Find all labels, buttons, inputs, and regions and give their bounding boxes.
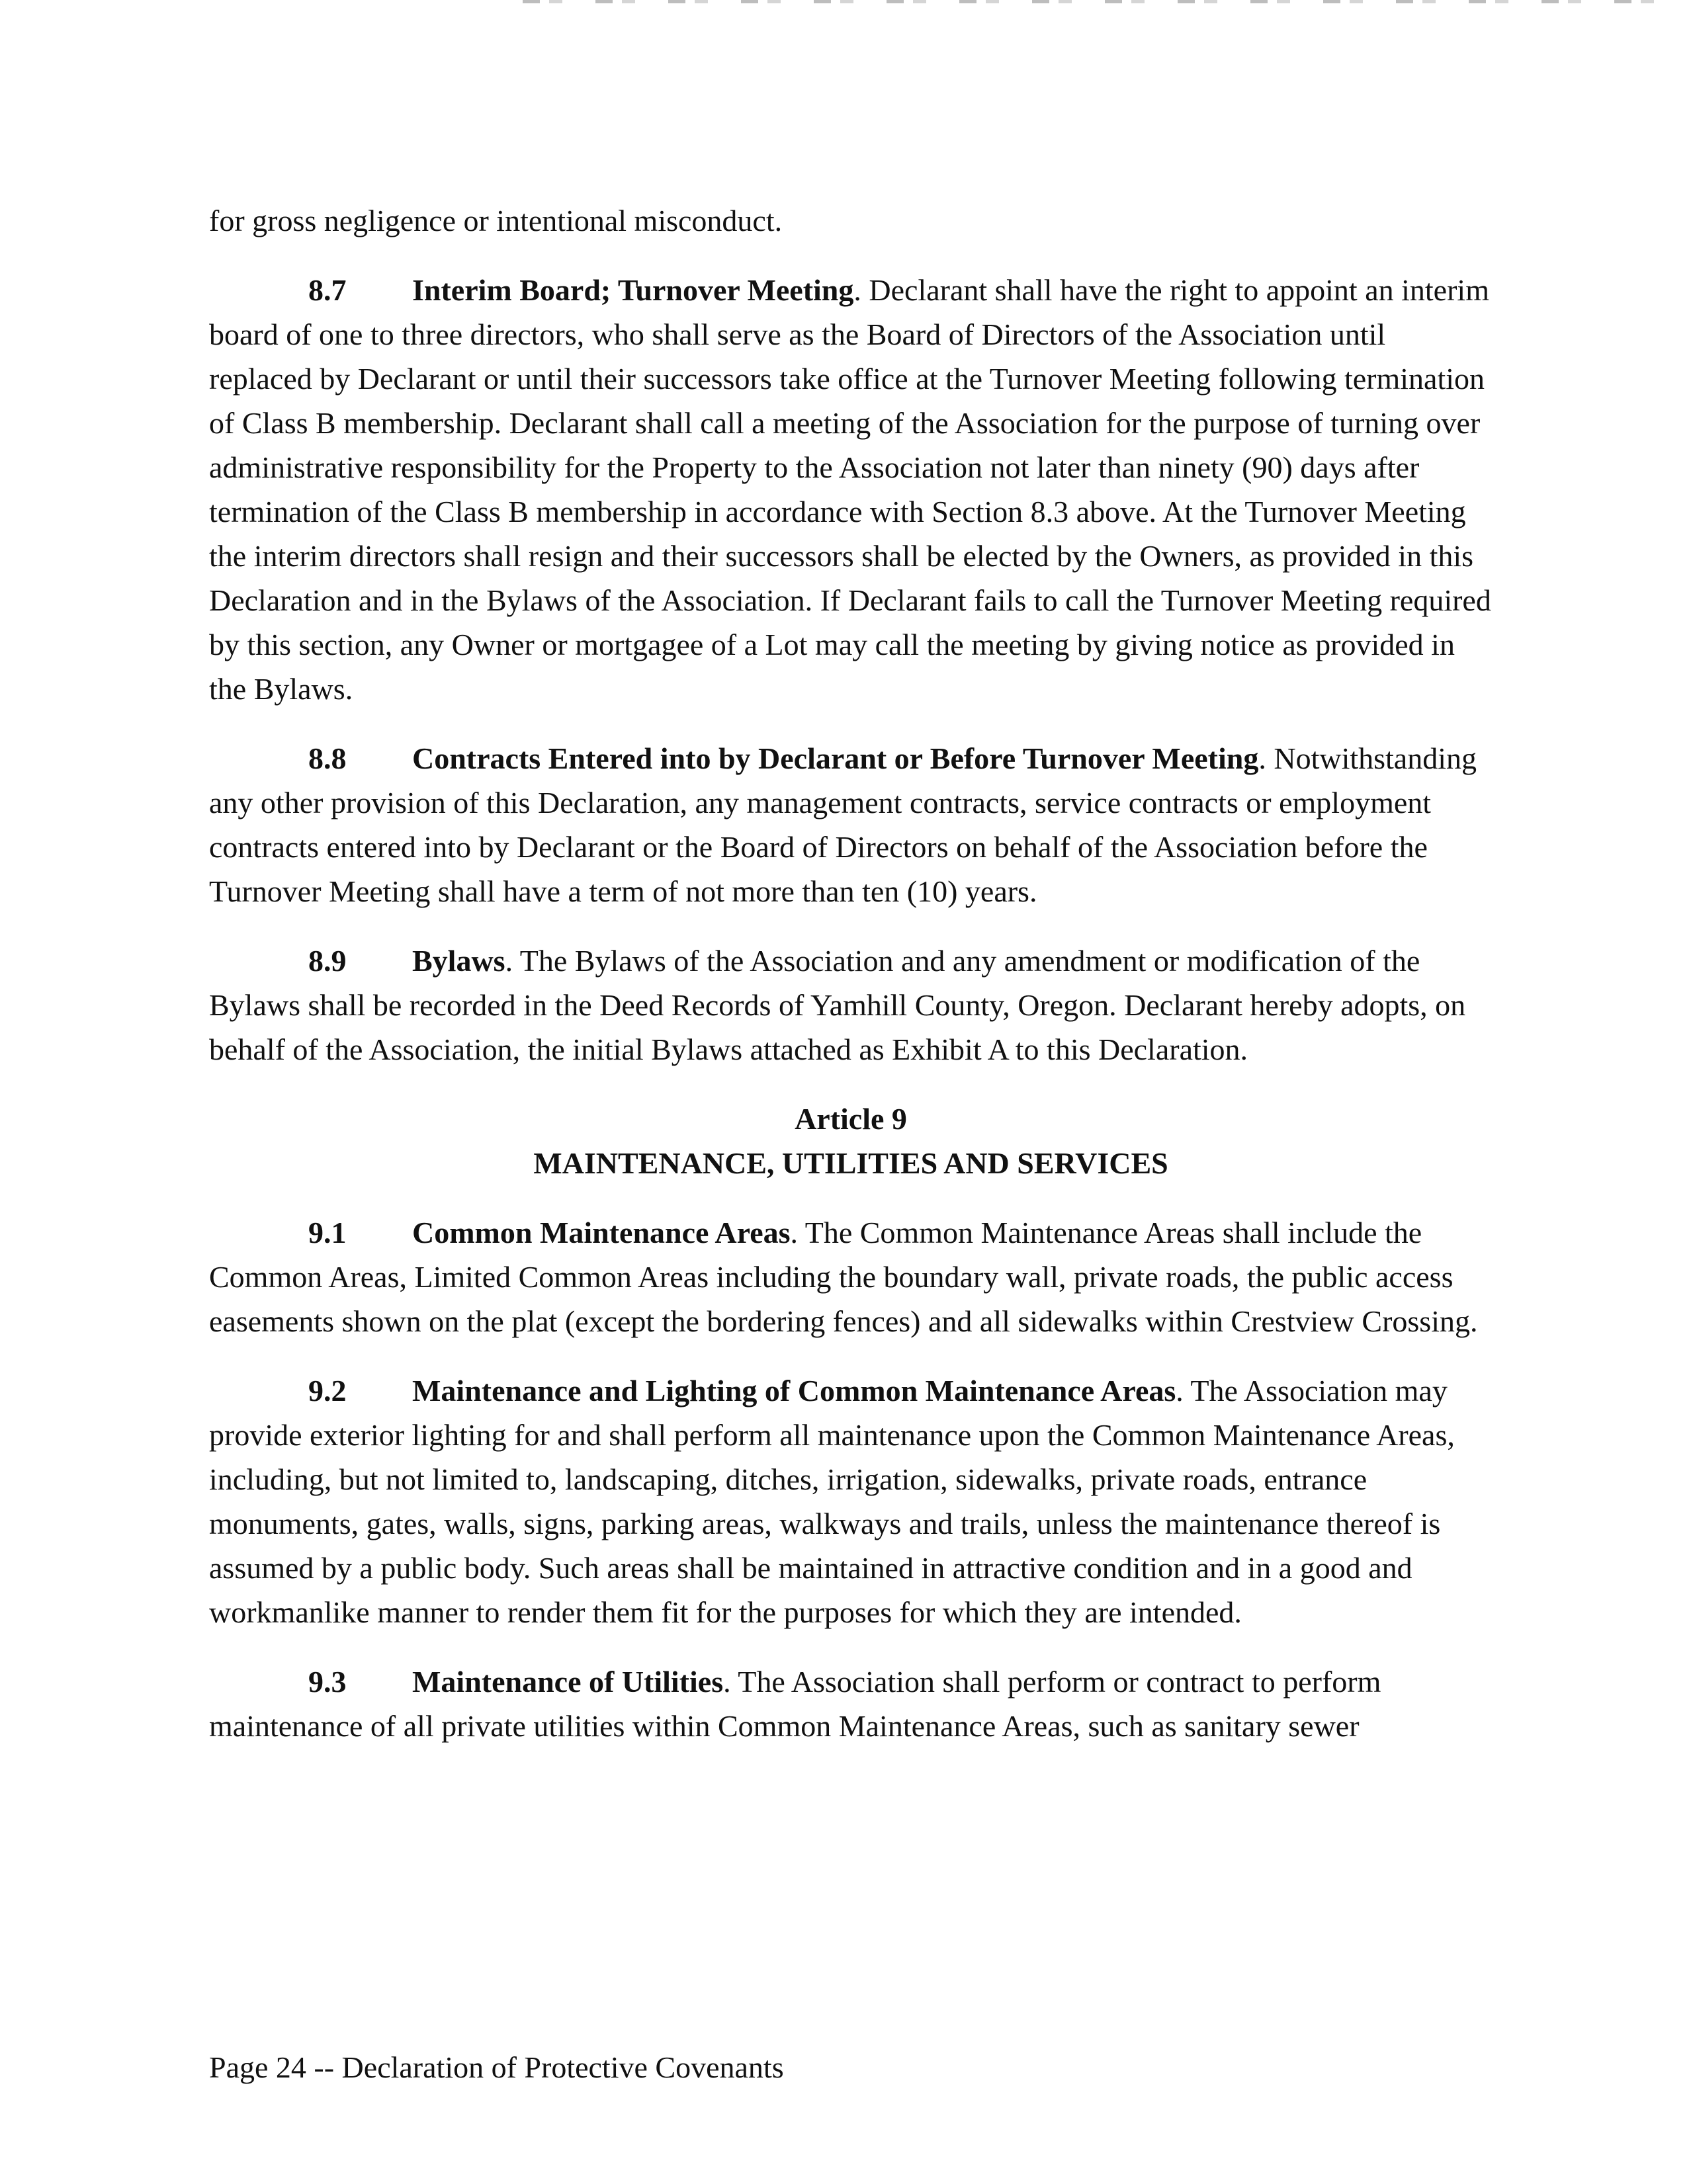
section-number: 8.7 [308, 273, 347, 307]
section-body: . The Bylaws of the Association and any amendment or modification of the Bylaws shall be recorded in the Deed Records of Yamhill County, Oregon. Declarant hereby adopts, on behalf of the Association, the initial Bylaws attached as Exhibit A to this Declaration. [209, 944, 1466, 1066]
section-title: Maintenance of Utilities [412, 1665, 724, 1699]
document-page [209, 198, 1493, 1748]
section-body: . Declarant shall have the right to appoint an interim board of one to three directors, who shall serve as the Board of Directors of the Association until replaced by Declarant or until their successors take office at the Turnover Meeting following termination of Class B membership. Declarant shall call a meeting of the Association for the purpose of turning over administrative responsibility for the Property to the Association not later than ninety (90) days after termination of the Class B membership in accordance with Section 8.3 above. At the Turnover Meeting the interim directors shall resign and their successors shall be elected by the Owners, as provided in this Declaration and in the Bylaws of the Association. If Declarant fails to call the Turnover Meeting required by this section, any Owner or mortgagee of a Lot may call the meeting by giving notice as provided in the Bylaws. [209, 273, 1491, 706]
section-body: . Notwithstanding any other provision of this Declaration, any management contracts, service contracts or employment contracts entered into by Declarant or the Board of Directors on behalf of the Association before the Turnover Meeting shall have a term of not more than ten (10) years. [209, 741, 1477, 908]
section-8-8 [209, 736, 1493, 913]
section-title: Bylaws [412, 944, 505, 978]
section-title: Maintenance and Lighting of Common Maintenance Areas [412, 1374, 1176, 1407]
section-body: . The Common Maintenance Areas shall include the Common Areas, Limited Common Areas including the boundary wall, private roads, the public access easements shown on the plat (except the bordering fences) and all sidewalks within Crestview Crossing. [209, 1216, 1478, 1338]
section-9-2 [209, 1368, 1493, 1634]
section-number: 8.9 [308, 944, 347, 978]
section-body: . The Association shall perform or contract to perform maintenance of all private utilities within Common Maintenance Areas, such as sanitary sewer [209, 1665, 1381, 1743]
section-9-3 [209, 1659, 1493, 1748]
section-8-7 [209, 268, 1493, 711]
section-9-1 [209, 1210, 1493, 1343]
article-heading: MAINTENANCE, UTILITIES AND SERVICES [533, 1146, 1168, 1180]
section-8-9 [209, 939, 1493, 1071]
continuation-text: for gross negligence or intentional misconduct. [209, 204, 783, 237]
scan-artifact-line [523, 0, 1674, 3]
section-number: 8.8 [308, 741, 347, 775]
section-body: . The Association may provide exterior lighting for and shall perform all maintenance upon the Common Maintenance Areas, including, but not limited to, landscaping, ditches, irrigation, sidewalks, private roads, entrance monuments, gates, walls, signs, parking areas, walkways and trails, unless the maintenance thereof is assumed by a public body. Such areas shall be maintained in attractive condition and in a good and workmanlike manner to render them fit for the purposes for which they are intended. [209, 1374, 1455, 1629]
article-label: Article 9 [795, 1102, 907, 1136]
section-title: Common Maintenance Areas [412, 1216, 791, 1249]
section-number: 9.2 [308, 1374, 347, 1407]
page-footer: Page 24 -- Declaration of Protective Covenants [209, 2050, 784, 2084]
section-title: Contracts Entered into by Declarant or Before Turnover Meeting [412, 741, 1259, 775]
section-title: Interim Board; Turnover Meeting [412, 273, 854, 307]
section-number: 9.1 [308, 1216, 347, 1249]
section-number: 9.3 [308, 1665, 347, 1699]
